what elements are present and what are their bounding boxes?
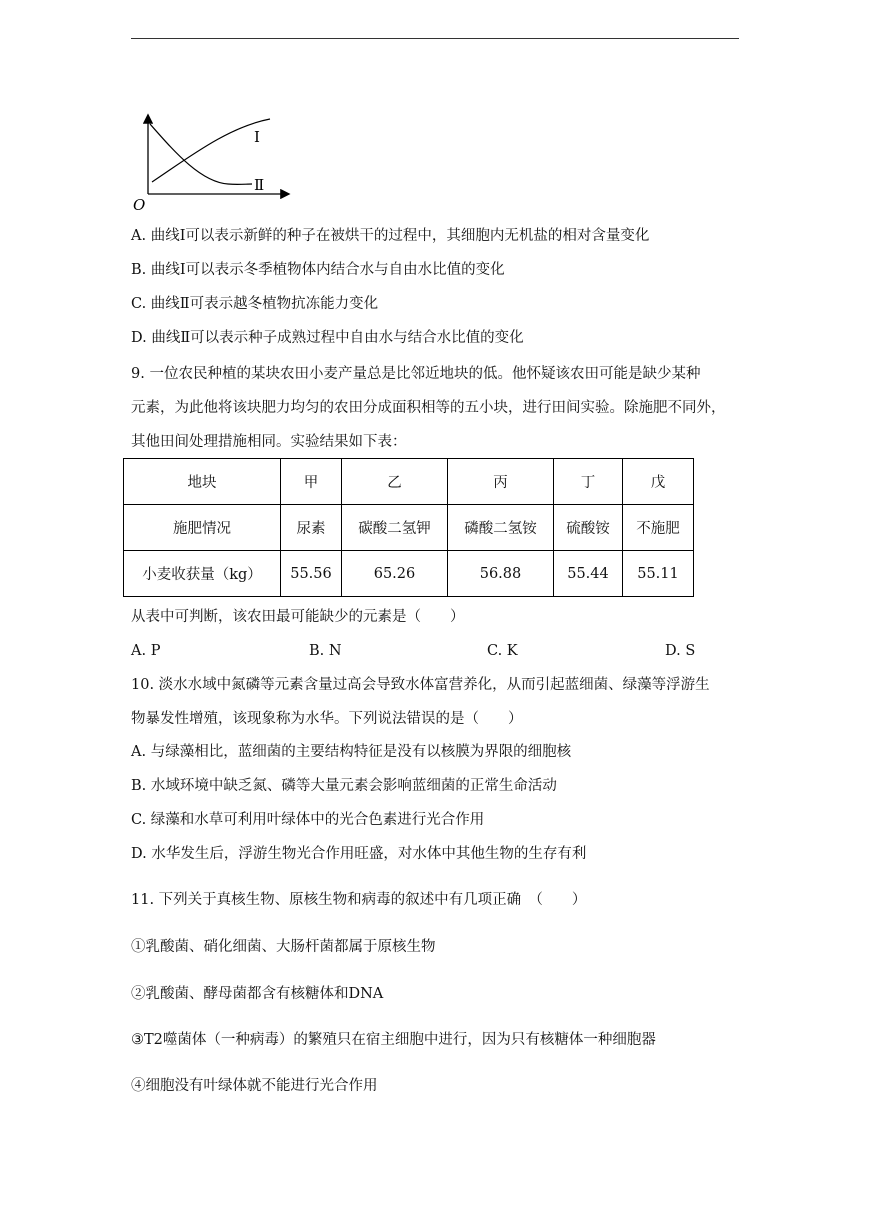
- q8-option-d: D. 曲线Ⅱ可以表示种子成熟过程中自由水与结合水比值的变化: [131, 330, 524, 346]
- table-cell: 55.56: [281, 551, 342, 597]
- curve-1-label: Ⅰ: [254, 128, 260, 146]
- table-cell: 丁: [554, 459, 623, 505]
- table-row: [124, 551, 694, 597]
- q8-option-b: B. 曲线Ⅰ可以表示冬季植物体内结合水与自由水比值的变化: [131, 262, 505, 278]
- table-cell: 施肥情况: [124, 505, 281, 551]
- origin-label: O: [133, 196, 146, 214]
- q9-option-d: D. S: [665, 643, 696, 659]
- table-cell: 56.88: [448, 551, 554, 597]
- curve-2: [150, 124, 252, 184]
- q10-option-b: B. 水域环境中缺乏氮、磷等大量元素会影响蓝细菌的正常生命活动: [131, 778, 557, 794]
- table-cell: 硫酸铵: [554, 505, 623, 551]
- table-row: [124, 505, 694, 551]
- q8-option-c: C. 曲线Ⅱ可表示越冬植物抗冻能力变化: [131, 296, 379, 312]
- table-cell: 尿素: [281, 505, 342, 551]
- q11-item-2: ②乳酸菌、酵母菌都含有核糖体和DNA: [131, 986, 384, 1002]
- table-row: [124, 459, 694, 505]
- q11-item-1: ①乳酸菌、硝化细菌、大肠杆菌都属于原核生物: [131, 939, 436, 955]
- q10-option-d: D. 水华发生后，浮游生物光合作用旺盛，对水体中其他生物的生存有利: [131, 846, 587, 862]
- table-cell: 磷酸二氢铵: [448, 505, 554, 551]
- curve-2-label: Ⅱ: [254, 176, 265, 194]
- q9-stem-line-1: 9. 一位农民种植的某块农田小麦产量总是比邻近地块的低。他怀疑该农田可能是缺少某种: [131, 366, 701, 382]
- q10-stem-line-2: 物暴发性增殖，该现象称为水华。下列说法错误的是（ ）: [131, 711, 523, 727]
- q9-stem-line-2: 元素，为此他将该块肥力均匀的农田分成面积相等的五小块，进行田间实验。除施肥不同外，: [131, 400, 726, 416]
- table-cell: 小麦收获量（kg）: [124, 551, 281, 597]
- q9-option-b: B. N: [309, 643, 342, 659]
- table-cell: 甲: [281, 459, 342, 505]
- table-cell: 碳酸二氢钾: [342, 505, 448, 551]
- curve-figure: [128, 112, 298, 214]
- fertilizer-table: [123, 458, 694, 597]
- curve-1: [152, 119, 270, 182]
- q9-option-a: A. P: [131, 643, 161, 659]
- table-cell: 戊: [623, 459, 694, 505]
- q9-option-c: C. K: [487, 643, 518, 659]
- table-cell: 丙: [448, 459, 554, 505]
- q11-item-3: ③T2噬菌体（一种病毒）的繁殖只在宿主细胞中进行，因为只有核糖体一种细胞器: [131, 1032, 656, 1048]
- table-cell: 地块: [124, 459, 281, 505]
- q9-question: 从表中可判断，该农田最可能缺少的元素是（ ）: [131, 609, 465, 625]
- table-cell: 55.11: [623, 551, 694, 597]
- q11-item-4: ④细胞没有叶绿体就不能进行光合作用: [131, 1078, 378, 1094]
- header-rule: [131, 38, 739, 39]
- q10-stem-line-1: 10. 淡水水域中氮磷等元素含量过高会导致水体富营养化，从而引起蓝细菌、绿藻等浮游生: [131, 677, 710, 693]
- table-cell: 55.44: [554, 551, 623, 597]
- q9-stem-line-3: 其他田间处理措施相同。实验结果如下表：: [131, 434, 407, 450]
- q11-stem: 11. 下列关于真核生物、原核生物和病毒的叙述中有几项正确 （ ）: [131, 892, 587, 908]
- table-cell: 不施肥: [623, 505, 694, 551]
- table-cell: 65.26: [342, 551, 448, 597]
- q10-option-a: A. 与绿藻相比，蓝细菌的主要结构特征是没有以核膜为界限的细胞核: [131, 744, 572, 760]
- table-cell: 乙: [342, 459, 448, 505]
- q8-option-a: A. 曲线Ⅰ可以表示新鲜的种子在被烘干的过程中，其细胞内无机盐的相对含量变化: [131, 228, 650, 244]
- q10-option-c: C. 绿藻和水草可利用叶绿体中的光合色素进行光合作用: [131, 812, 485, 828]
